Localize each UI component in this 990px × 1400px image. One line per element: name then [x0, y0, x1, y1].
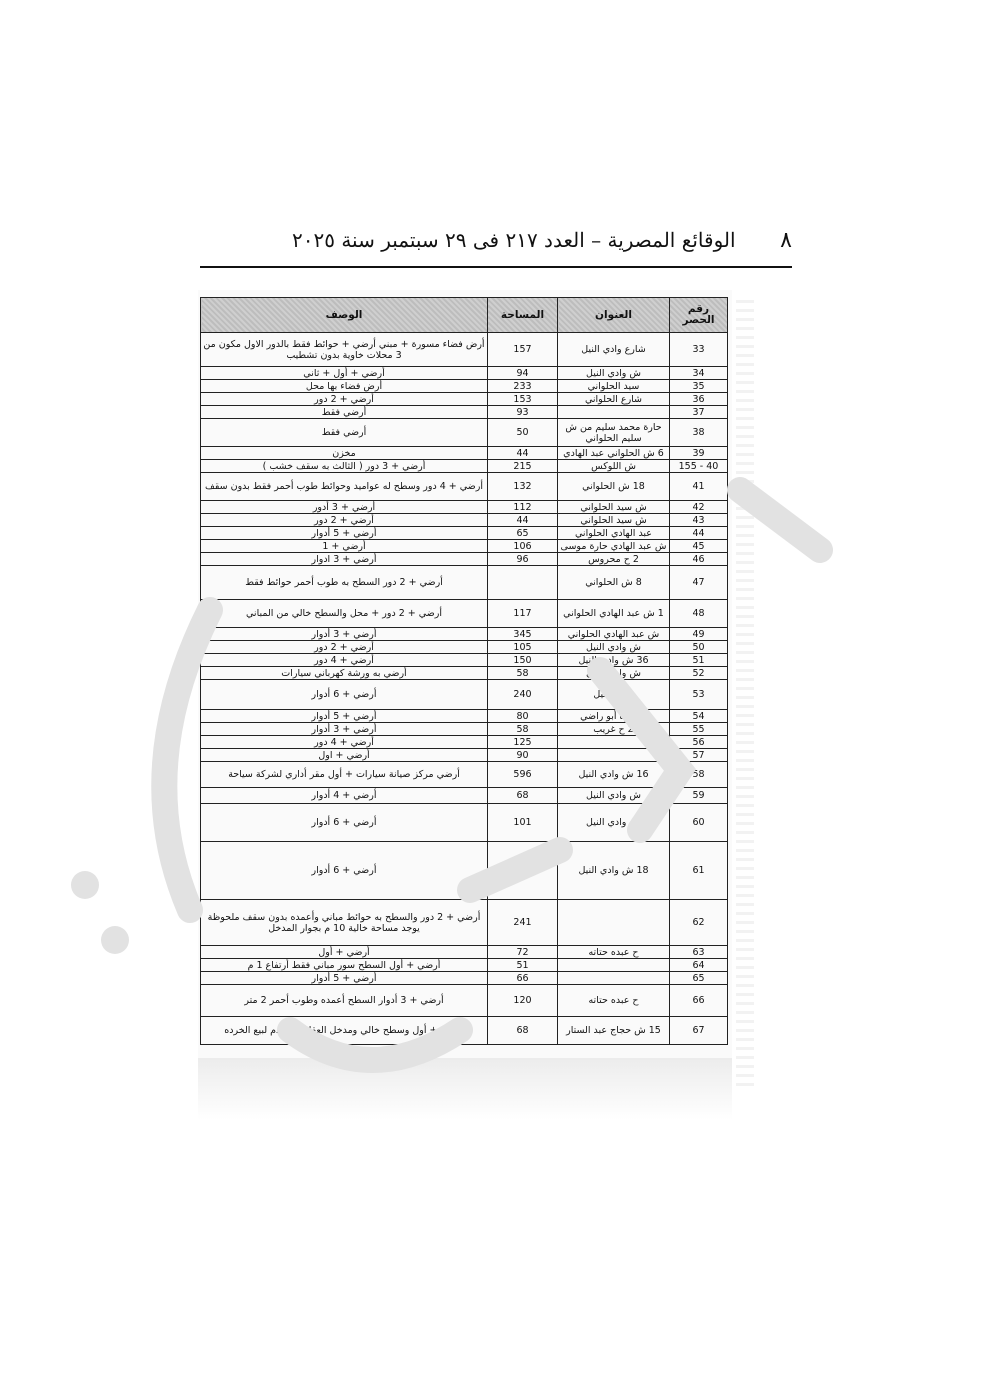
cell-description: أرضي + 4 دور وسطح له عواميد وحوائط طوب أحمر فقط بدون سقف — [201, 473, 488, 501]
cell-description: أرض فضاء بها محل — [201, 380, 488, 393]
cell-description: أرضي + 3 أدور — [201, 501, 488, 514]
cell-area: 93 — [488, 406, 558, 419]
cell-number: 34 — [670, 367, 728, 380]
cell-area: 68 — [488, 788, 558, 804]
table-row — [201, 723, 728, 736]
cell-address: ش وادي النيل — [558, 804, 670, 842]
table-row — [201, 447, 728, 460]
cell-description: أرض فضاء مسورة + مبني أرضي + حوائط فقط بالدور الاول مكون من 3 محلات خاوية بدون تشطيب — [201, 333, 488, 367]
cell-number: 53 — [670, 680, 728, 710]
cell-area: 94 — [488, 367, 558, 380]
cell-number: 39 — [670, 447, 728, 460]
cell-description: أرضي + أول السطح سور مباني فقط أرتفاع 1 م — [201, 959, 488, 972]
cell-description: أرضي + 2 دور والسطح به حوائط مباني وأعمده بدون سقف ملحوظة يوجد مساحة خالية 10 م بجوار المدخل — [201, 900, 488, 946]
cell-description: أرضي + 2 دور السطح به طوب أحمر حوائط فقط — [201, 566, 488, 600]
table-row — [201, 788, 728, 804]
cell-number: 43 — [670, 514, 728, 527]
cell-description: أرضي + 5 أدوار — [201, 972, 488, 985]
cell-number: 56 — [670, 736, 728, 749]
cell-area: 198 — [488, 842, 558, 900]
cell-number: 66 — [670, 985, 728, 1017]
cell-address: 2 ح غريب — [558, 723, 670, 736]
cell-number: 44 — [670, 527, 728, 540]
cell-number: 41 — [670, 473, 728, 501]
cell-area: 233 — [488, 380, 558, 393]
cell-number: 61 — [670, 842, 728, 900]
table-row — [201, 762, 728, 788]
cell-description: أرضي + 5 أدوار — [201, 710, 488, 723]
table-row — [201, 333, 728, 367]
cell-number: 38 — [670, 419, 728, 447]
table-row — [201, 654, 728, 667]
page-header — [200, 228, 792, 268]
col-header-address: العنوان — [558, 298, 670, 333]
cell-address: ح عبده حتاته — [558, 946, 670, 959]
cell-number: 62 — [670, 900, 728, 946]
cell-address: 8 ش الحلواني — [558, 566, 670, 600]
table-row — [201, 710, 728, 723]
cell-description: أرضي + 2 دور — [201, 641, 488, 654]
cell-area: 215 — [488, 460, 558, 473]
table-row — [201, 641, 728, 654]
cell-number: 46 — [670, 553, 728, 566]
table-row — [201, 527, 728, 540]
cell-number: 48 — [670, 600, 728, 628]
cell-address: ش وادي النيل — [558, 788, 670, 804]
cell-address: 18 ش الحلواني — [558, 473, 670, 501]
cell-description: أرضي مركز صيانة سيارات + أول مقر أداري لشركة سياحة — [201, 762, 488, 788]
cell-number: 63 — [670, 946, 728, 959]
cell-area: 72 — [488, 946, 558, 959]
table-row — [201, 959, 728, 972]
cell-area: 345 — [488, 628, 558, 641]
cell-area: 96 — [488, 553, 558, 566]
scan-shadow — [198, 1058, 732, 1120]
cell-description: أرضي فقط — [201, 419, 488, 447]
cell-description: أرضي + 3 أدوار — [201, 628, 488, 641]
table-row — [201, 842, 728, 900]
cell-number: 67 — [670, 1017, 728, 1045]
cell-number: 60 — [670, 804, 728, 842]
cell-area: 58 — [488, 667, 558, 680]
inventory-table — [200, 297, 728, 1045]
cell-description: أرضي + 3 ادوار — [201, 553, 488, 566]
cell-description: أرضي + 1 — [201, 540, 488, 553]
gazette-title: الوقائع المصرية – العدد ٢١٧ فى ٢٩ سبتمبر سنة ٢٠٢٥ — [292, 228, 736, 252]
table-row — [201, 1017, 728, 1045]
cell-area: 50 — [488, 419, 558, 447]
table-row — [201, 367, 728, 380]
cell-address: ش وادي النيل — [558, 641, 670, 654]
cell-description: مخزن — [201, 447, 488, 460]
table-row — [201, 540, 728, 553]
table-header-row — [201, 298, 728, 333]
table-row — [201, 406, 728, 419]
col-header-area: المساحة — [488, 298, 558, 333]
cell-address: ش سيد الحلواني — [558, 501, 670, 514]
cell-description: أرضي + أول وسطح خالي ومدخل العقار يستخدم لبيع الخرده — [201, 1017, 488, 1045]
cell-address — [558, 406, 670, 419]
cell-area — [488, 566, 558, 600]
cell-description: أرضي + 2 دور + محل والسطح خالي من المباني — [201, 600, 488, 628]
cell-area: 58 — [488, 723, 558, 736]
cell-address: شارع الحلواني — [558, 393, 670, 406]
table-row — [201, 946, 728, 959]
cell-area: 132 — [488, 473, 558, 501]
table-row — [201, 736, 728, 749]
cell-description: أرضي + 4 دور — [201, 736, 488, 749]
cell-description: أرضي + 6 أدوار — [201, 680, 488, 710]
cell-number: 58 — [670, 762, 728, 788]
cell-description: أرضي + 4 أدوار — [201, 788, 488, 804]
cell-area: 90 — [488, 749, 558, 762]
cell-number: 35 — [670, 380, 728, 393]
cell-address: حارة محمد سليم من ش سليم الحلواني — [558, 419, 670, 447]
cell-description: أرضي + 2 دور — [201, 514, 488, 527]
cell-number: 51 — [670, 654, 728, 667]
cell-address: 16 ش وادي النيل — [558, 762, 670, 788]
header-rule — [200, 266, 792, 268]
cell-number: 37 — [670, 406, 728, 419]
cell-address — [558, 749, 670, 762]
cell-address: 1 ش عبد الهادي الحلواني — [558, 600, 670, 628]
cell-description: أرضي + اول — [201, 749, 488, 762]
cell-address: عبد الهادي الحلواني — [558, 527, 670, 540]
cell-area: 66 — [488, 972, 558, 985]
cell-address: ش سيد الحلواني — [558, 514, 670, 527]
cell-area: 68 — [488, 1017, 558, 1045]
col-header-description: الوصف — [201, 298, 488, 333]
table-row — [201, 473, 728, 501]
table-row — [201, 680, 728, 710]
cell-description: أرضي + أول + ثاني — [201, 367, 488, 380]
cell-number: 50 — [670, 641, 728, 654]
cell-description: أرضي + 5 أدوار — [201, 527, 488, 540]
cell-address: ش اللوكس — [558, 460, 670, 473]
cell-description: أرضي + 4 دور — [201, 654, 488, 667]
cell-address: ش عبد الهادي الحلواني — [558, 628, 670, 641]
table-row — [201, 985, 728, 1017]
cell-description: أرضي + 3 أدوار السطح أعمده وطوب أحمر 2 متر — [201, 985, 488, 1017]
cell-address: سيد الحلواني — [558, 380, 670, 393]
table-row — [201, 804, 728, 842]
cell-number: 52 — [670, 667, 728, 680]
cell-number: 64 — [670, 959, 728, 972]
cell-address — [558, 959, 670, 972]
cell-area: 125 — [488, 736, 558, 749]
cell-area: 105 — [488, 641, 558, 654]
cell-description: أرضي + 6 أدوار — [201, 842, 488, 900]
cell-area: 44 — [488, 447, 558, 460]
cell-description: أرضي + 3 دور ( الثالث به سقف خشب ) — [201, 460, 488, 473]
cell-address: ش وادي النيل — [558, 667, 670, 680]
cell-address — [558, 900, 670, 946]
cell-area: 101 — [488, 804, 558, 842]
cell-area: 596 — [488, 762, 558, 788]
cell-area: 80 — [488, 710, 558, 723]
cell-description: أرضي + أول — [201, 946, 488, 959]
table-row — [201, 553, 728, 566]
table-row — [201, 900, 728, 946]
table-body — [201, 333, 728, 1045]
cell-number: 47 — [670, 566, 728, 600]
cell-number: 54 — [670, 710, 728, 723]
table-row — [201, 628, 728, 641]
cell-number: 40 - 155 — [670, 460, 728, 473]
cell-description: أرضي + 3 أدوار — [201, 723, 488, 736]
cell-address — [558, 972, 670, 985]
cell-address: ش وادي النيل — [558, 367, 670, 380]
cell-number: 55 — [670, 723, 728, 736]
table-row — [201, 749, 728, 762]
cell-area: 157 — [488, 333, 558, 367]
cell-number: 36 — [670, 393, 728, 406]
cell-address: 18 ش وادي النيل — [558, 842, 670, 900]
table-row — [201, 667, 728, 680]
table-row — [201, 380, 728, 393]
cell-address: ش عبد الهادي حارة موسى — [558, 540, 670, 553]
cell-number: 33 — [670, 333, 728, 367]
cell-area: 153 — [488, 393, 558, 406]
cell-description: أرضي + 6 أدوار — [201, 804, 488, 842]
table-row — [201, 514, 728, 527]
cell-area: 117 — [488, 600, 558, 628]
table-row — [201, 600, 728, 628]
cell-area: 44 — [488, 514, 558, 527]
cell-area: 241 — [488, 900, 558, 946]
table-row — [201, 393, 728, 406]
cell-description: أرضي فقط — [201, 406, 488, 419]
table-row — [201, 419, 728, 447]
cell-description: أرضي + 2 دور — [201, 393, 488, 406]
col-header-number: رقم الحصر — [670, 298, 728, 333]
cell-address: شارع وادي النيل — [558, 333, 670, 367]
cell-number: 59 — [670, 788, 728, 804]
cell-number: 49 — [670, 628, 728, 641]
cell-area: 65 — [488, 527, 558, 540]
scan-edge-noise — [736, 300, 754, 1090]
cell-number: 45 — [670, 540, 728, 553]
table-row — [201, 460, 728, 473]
cell-address — [558, 736, 670, 749]
cell-number: 65 — [670, 972, 728, 985]
cell-number: 57 — [670, 749, 728, 762]
cell-address: 3 حارة أبو راضي — [558, 710, 670, 723]
watermark-dot-2 — [101, 926, 129, 954]
cell-address: 36 ش وادي النيل — [558, 654, 670, 667]
table-row — [201, 501, 728, 514]
cell-address: 15 ش حجاج عبد الستار — [558, 1017, 670, 1045]
cell-area: 150 — [488, 654, 558, 667]
cell-address: ح عبده حتاته — [558, 985, 670, 1017]
cell-area: 120 — [488, 985, 558, 1017]
cell-number: 42 — [670, 501, 728, 514]
page-number: ٨ — [780, 228, 792, 253]
cell-address: 6 ش الحلواني عبد الهادي — [558, 447, 670, 460]
watermark-dot-1 — [71, 871, 99, 899]
table-row — [201, 972, 728, 985]
cell-address: وادي النيل — [558, 680, 670, 710]
cell-area: 51 — [488, 959, 558, 972]
cell-address: 2 ح محروس — [558, 553, 670, 566]
table-row — [201, 566, 728, 600]
cell-description: أرضي به ورشة كهرباني سيارات — [201, 667, 488, 680]
cell-area: 240 — [488, 680, 558, 710]
cell-area: 106 — [488, 540, 558, 553]
cell-area: 112 — [488, 501, 558, 514]
